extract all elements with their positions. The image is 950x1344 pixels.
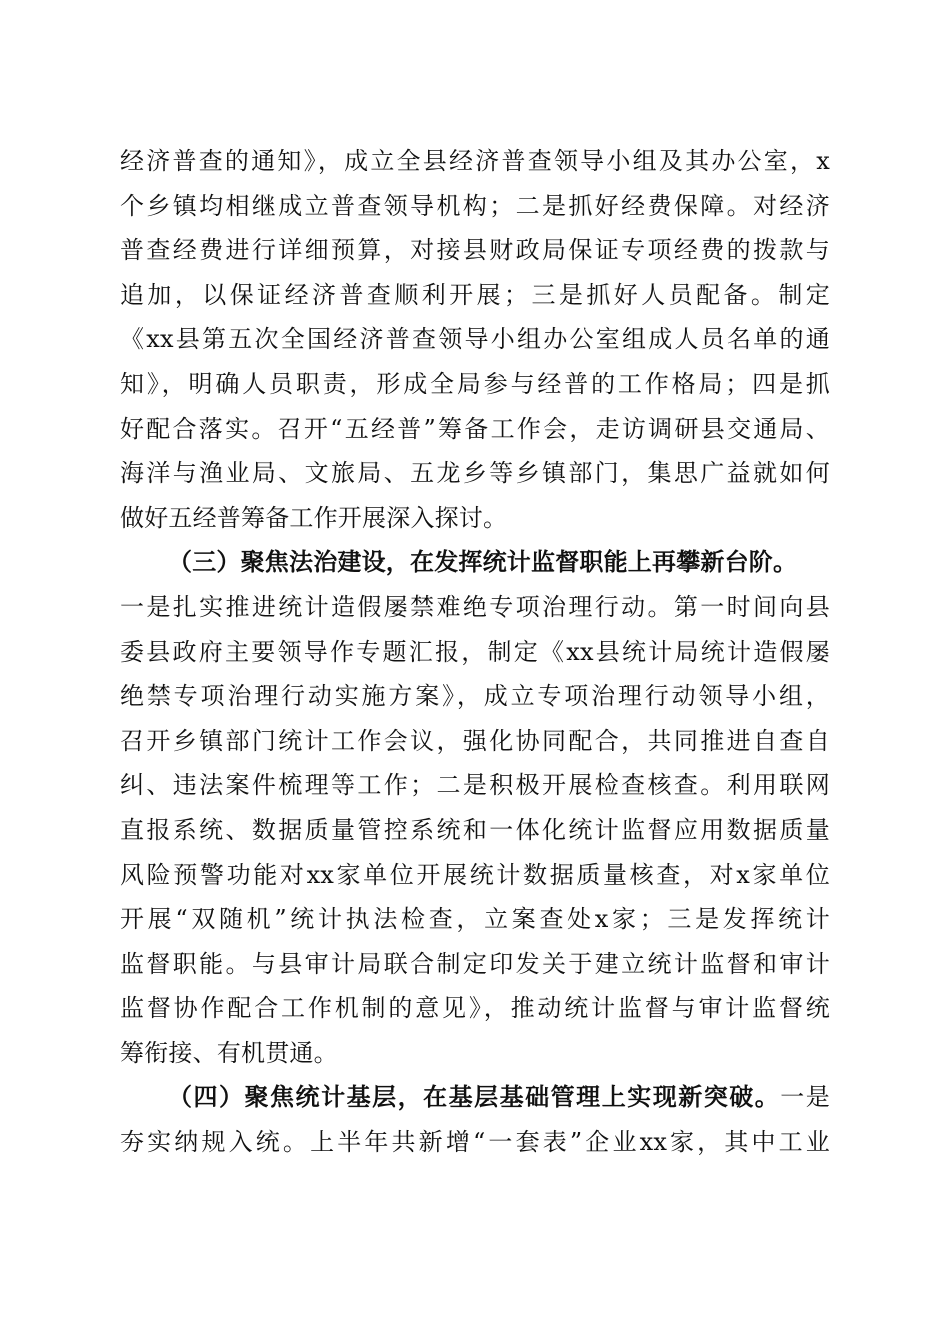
text-line: 好配合落实。召开“五经普”筹备工作会，走访调研县交通局、 [120,414,830,443]
text-line: 普查经费进行详细预算，对接县财政局保证专项经费的拨款与 [120,236,830,265]
text-line: 监督协作配合工作机制的意见》，推动统计监督与审计监督统 [120,994,830,1023]
text-line: 直报系统、数据质量管控系统和一体化统计监督应用数据质量 [120,815,830,844]
text-line: 监督职能。与县审计局联合制定印发关于建立统计监督和审计 [120,949,830,978]
text-line: 做好五经普筹备工作开展深入探讨。 [120,503,508,532]
text-line: 委县政府主要领导作专题汇报，制定《xx县统计局统计造假屡 [120,637,830,666]
text-line: 夯实纳规入统。上半年共新增“一套表”企业xx家，其中工业 [120,1128,830,1157]
text-line: 知》，明确人员职责，形成全局参与经普的工作格局；四是抓 [120,369,830,398]
text-line: 筹衔接、有机贯通。 [120,1038,338,1067]
text-line: 绝禁专项治理行动实施方案》，成立专项治理行动领导小组， [120,682,830,711]
text-line: 纠、违法案件梳理等工作；二是积极开展检查核查。利用联网 [120,771,830,800]
text-line: 风险预警功能对xx家单位开展统计数据质量核查，对x家单位 [120,860,830,889]
section-heading-line-4 [120,1075,830,1120]
document-body [120,139,830,1165]
text-line: 个乡镇均相继成立普查领导机构；二是抓好经费保障。对经济 [120,191,830,220]
heading-tail-text: 一是 [780,1083,830,1112]
text-line: 海洋与渔业局、文旅局、五龙乡等乡镇部门，集思广益就如何 [120,459,830,488]
text-line: 追加，以保证经济普查顺利开展；三是抓好人员配备。制定 [120,280,830,309]
section-heading-3: （三）聚焦法治建设，在发挥统计监督职能上再攀新台阶。 [168,547,798,577]
text-line: 《xx县第五次全国经济普查领导小组办公室组成人员名单的通 [120,325,830,354]
text-line: 召开乡镇部门统计工作会议，强化协同配合，共同推进自查自 [120,726,830,755]
section-heading-4: （四）聚焦统计基层，在基层基础管理上实现新突破。 [168,1082,781,1112]
text-line: 经济普查的通知》，成立全县经济普查领导小组及其办公室，x [120,147,830,175]
text-line: 开展“双随机”统计执法检查，立案查处x家；三是发挥统计 [120,905,830,934]
text-line: 一是扎实推进统计造假屡禁难绝专项治理行动。第一时间向县 [120,592,830,621]
